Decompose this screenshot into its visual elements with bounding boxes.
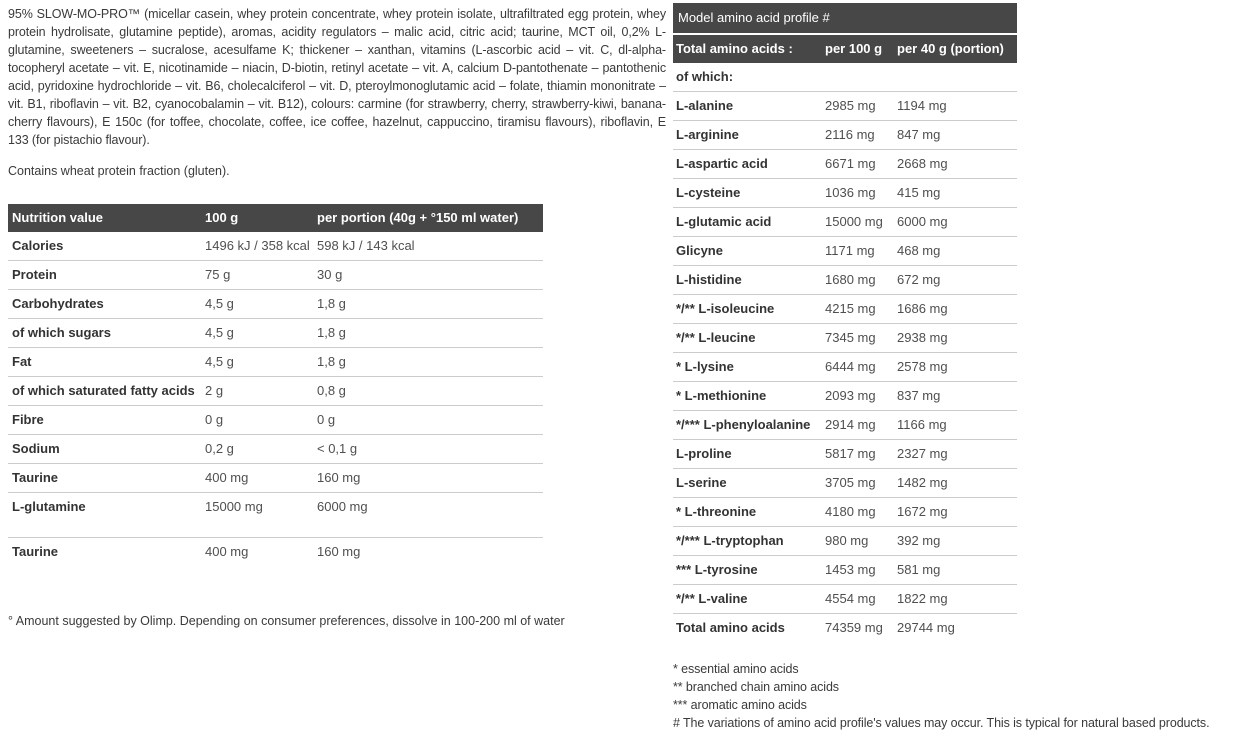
amino-subheader-row: [673, 63, 1017, 92]
amino-row-l-isoleucine: [673, 295, 1017, 324]
amino-row-l-arginine: [673, 121, 1017, 150]
value-per-portion: 598 kJ / 143 kcal: [317, 238, 415, 253]
value-per-portion: 30 g: [317, 267, 343, 282]
amino-row-l-lysine: [673, 353, 1017, 382]
nutrition-row-sugars: [8, 319, 543, 348]
row-label: L-glutamine: [12, 499, 86, 514]
value-per-100g: 0 g: [205, 412, 224, 427]
portion-footnote: ° Amount suggested by Olimp. Depending on consumer preferences, dissolve in 100-200 ml of water: [8, 614, 565, 628]
value-per-100g: 7345 mg: [825, 330, 876, 345]
nutrition-row-protein: [8, 261, 543, 290]
nutrition-row-sodium: [8, 435, 543, 464]
nutrition-row-carbohydrates: [8, 290, 543, 319]
row-label: of which:: [676, 69, 734, 84]
row-label: */*** L-phenyloalanine: [676, 417, 811, 432]
value-per-100g: 1496 kJ / 358 kcal: [205, 238, 310, 253]
value-per-40g: 2578 mg: [897, 359, 948, 374]
row-label: Carbohydrates: [12, 296, 104, 311]
amino-row-glicyne: [673, 237, 1017, 266]
row-label: L-cysteine: [676, 185, 741, 200]
row-label: L-serine: [676, 475, 727, 490]
value-per-100g: 2914 mg: [825, 417, 876, 432]
row-label: Calories: [12, 238, 64, 253]
right-column: [673, 0, 1249, 732]
amino-row-l-tyrosine: [673, 556, 1017, 585]
value-per-100g: 15000 mg: [205, 499, 263, 514]
amino-row-l-leucine: [673, 324, 1017, 353]
value-per-100g: 74359 mg: [825, 620, 883, 635]
row-label: */** L-leucine: [676, 330, 756, 345]
nutrition-row-taurine-2: [8, 538, 543, 566]
value-per-100g: 4,5 g: [205, 354, 234, 369]
value-per-40g: 1686 mg: [897, 301, 948, 316]
value-per-40g: 1672 mg: [897, 504, 948, 519]
amino-header-per-100g: per 100 g: [825, 41, 883, 56]
amino-header-total: Total amino acids :: [676, 41, 793, 56]
amino-row-l-cysteine: [673, 179, 1017, 208]
amino-row-l-histidine: [673, 266, 1017, 295]
value-per-100g: 4,5 g: [205, 296, 234, 311]
nutrition-table-header: [8, 204, 543, 232]
row-label: L-glutamic acid: [676, 214, 772, 229]
amino-table-title: Model amino acid profile #: [673, 3, 1017, 33]
nutrition-header-name: Nutrition value: [12, 210, 104, 225]
nutrition-row-fibre: [8, 406, 543, 435]
value-per-40g: 2668 mg: [897, 156, 948, 171]
amino-row-l-serine: [673, 469, 1017, 498]
value-per-portion: 6000 mg: [317, 499, 368, 514]
value-per-40g: 672 mg: [897, 272, 941, 287]
amino-table-header: [673, 35, 1017, 63]
row-label: L-alanine: [676, 98, 734, 113]
value-per-100g: 5817 mg: [825, 446, 876, 461]
row-label: Taurine: [12, 470, 58, 485]
value-per-100g: 4554 mg: [825, 591, 876, 606]
value-per-40g: 1166 mg: [897, 417, 947, 432]
footnote-variations: # The variations of amino acid profile's values may occur. This is typical for natural based products.: [673, 716, 1210, 730]
value-per-100g: 4,5 g: [205, 325, 234, 340]
row-label: * L-threonine: [676, 504, 757, 519]
amino-footnotes: [673, 660, 1249, 732]
value-per-portion: 160 mg: [317, 470, 361, 485]
row-label: Glicyne: [676, 243, 723, 258]
allergen-note: Contains wheat protein fraction (gluten).: [8, 164, 230, 178]
value-per-portion: 1,8 g: [317, 354, 346, 369]
nutrition-row-calories: [8, 232, 543, 261]
row-label: * L-methionine: [676, 388, 767, 403]
row-label: */** L-valine: [676, 591, 748, 606]
value-per-100g: 980 mg: [825, 533, 869, 548]
amino-row-l-tryptophan: [673, 527, 1017, 556]
row-label: L-proline: [676, 446, 732, 461]
row-label: of which saturated fatty acids: [12, 383, 195, 398]
value-per-40g: 1194 mg: [897, 98, 947, 113]
value-per-100g: 6444 mg: [825, 359, 876, 374]
value-per-100g: 2985 mg: [825, 98, 876, 113]
row-label: L-aspartic acid: [676, 156, 768, 171]
value-per-portion: 160 mg: [317, 544, 361, 559]
amino-acid-table: [673, 3, 1017, 642]
value-per-100g: 2093 mg: [825, 388, 876, 403]
amino-row-total: [673, 614, 1017, 642]
value-per-100g: 2116 mg: [825, 127, 875, 142]
value-per-100g: 400 mg: [205, 470, 249, 485]
row-label: * L-lysine: [676, 359, 734, 374]
nutrition-row-taurine: [8, 464, 543, 493]
value-per-100g: 4180 mg: [825, 504, 876, 519]
value-per-100g: 75 g: [205, 267, 231, 282]
amino-row-l-alanine: [673, 92, 1017, 121]
value-per-40g: 392 mg: [897, 533, 941, 548]
value-per-100g: 0,2 g: [205, 441, 234, 456]
nutrition-row-fat: [8, 348, 543, 377]
value-per-portion: 1,8 g: [317, 325, 346, 340]
left-column: [8, 0, 666, 628]
value-per-100g: 2 g: [205, 383, 224, 398]
value-per-40g: 415 mg: [897, 185, 941, 200]
row-label: L-arginine: [676, 127, 739, 142]
value-per-100g: 1453 mg: [825, 562, 876, 577]
footnote-aromatic: *** aromatic amino acids: [673, 698, 807, 712]
value-per-100g: 6671 mg: [825, 156, 876, 171]
value-per-100g: 400 mg: [205, 544, 249, 559]
row-label: of which sugars: [12, 325, 111, 340]
value-per-40g: 29744 mg: [897, 620, 955, 635]
value-per-portion: < 0,1 g: [317, 441, 358, 456]
row-label: Total amino acids: [676, 620, 785, 635]
value-per-100g: 4215 mg: [825, 301, 876, 316]
value-per-100g: 3705 mg: [825, 475, 876, 490]
nutrition-header-per-portion: per portion (40g + °150 ml water): [317, 210, 519, 225]
nutrition-table: [8, 204, 543, 566]
value-per-40g: 581 mg: [897, 562, 941, 577]
value-per-40g: 847 mg: [897, 127, 941, 142]
nutrition-header-per-100g: 100 g: [205, 210, 239, 225]
nutrition-row-saturated-fat: [8, 377, 543, 406]
footnote-essential: * essential amino acids: [673, 662, 799, 676]
value-per-100g: 1171 mg: [825, 243, 875, 258]
value-per-100g: 1680 mg: [825, 272, 876, 287]
row-label: Sodium: [12, 441, 60, 456]
row-label: */*** L-tryptophan: [676, 533, 784, 548]
row-label: *** L-tyrosine: [676, 562, 758, 577]
row-label: Protein: [12, 267, 57, 282]
ingredients-paragraph: 95% SLOW-MO-PRO™ (micellar casein, whey protein concentrate, whey protein isolate, ultrafiltrated egg protein, whey protein hydrolisate, glutamine peptide), aromas, acidity regulators – malic acid, citric acid; taurine, MCT oil, 0,2% L-glutamine, sweeteners – sucralose, acesulfame K; thickener – xanthan, vitamins (L-ascorbic acid – vit. C, dl-alpha-tocopheryl acetate – vit. E, nicotinamide – niacin, D-biotin, retinyl acetate – vit. A, calcium D-pantothenate – pantothenic acid, pyridoxine hydrochloride – vit. B6, cholecalciferol – vit. D, pteroylmonoglutamic acid – folate, thiamin mononitrate – vit. B1, riboflavin – vit. B2, cyanocobalamin – vit. B12), colours: carmine (for strawberry, cherry, strawberry-kiwi, banana-cherry flavours), E 150c (for toffee, chocolate, coffee, ice coffee, hazelnut, cappuccino, tiramisu flavours), riboflavin, E 133 (for pistachio flavour).: [8, 7, 666, 147]
row-label: Taurine: [12, 544, 58, 559]
nutrition-row-l-glutamine: [8, 493, 543, 538]
value-per-portion: 1,8 g: [317, 296, 346, 311]
amino-row-l-phenyloalanine: [673, 411, 1017, 440]
value-per-portion: 0 g: [317, 412, 336, 427]
amino-row-l-valine: [673, 585, 1017, 614]
value-per-100g: 1036 mg: [825, 185, 876, 200]
footnote-branched-chain: ** branched chain amino acids: [673, 680, 839, 694]
value-per-40g: 468 mg: [897, 243, 941, 258]
value-per-100g: 15000 mg: [825, 214, 883, 229]
value-per-40g: 1822 mg: [897, 591, 948, 606]
amino-row-l-glutamic-acid: [673, 208, 1017, 237]
row-label: Fat: [12, 354, 32, 369]
amino-row-l-methionine: [673, 382, 1017, 411]
value-per-40g: 2938 mg: [897, 330, 948, 345]
value-per-40g: 1482 mg: [897, 475, 948, 490]
amino-header-per-40g: per 40 g (portion): [897, 41, 1004, 56]
row-label: L-histidine: [676, 272, 742, 287]
amino-row-l-aspartic-acid: [673, 150, 1017, 179]
row-label: Fibre: [12, 412, 44, 427]
value-per-portion: 0,8 g: [317, 383, 346, 398]
amino-row-l-proline: [673, 440, 1017, 469]
value-per-40g: 6000 mg: [897, 214, 948, 229]
amino-row-l-threonine: [673, 498, 1017, 527]
value-per-40g: 837 mg: [897, 388, 941, 403]
row-label: */** L-isoleucine: [676, 301, 775, 316]
value-per-40g: 2327 mg: [897, 446, 948, 461]
